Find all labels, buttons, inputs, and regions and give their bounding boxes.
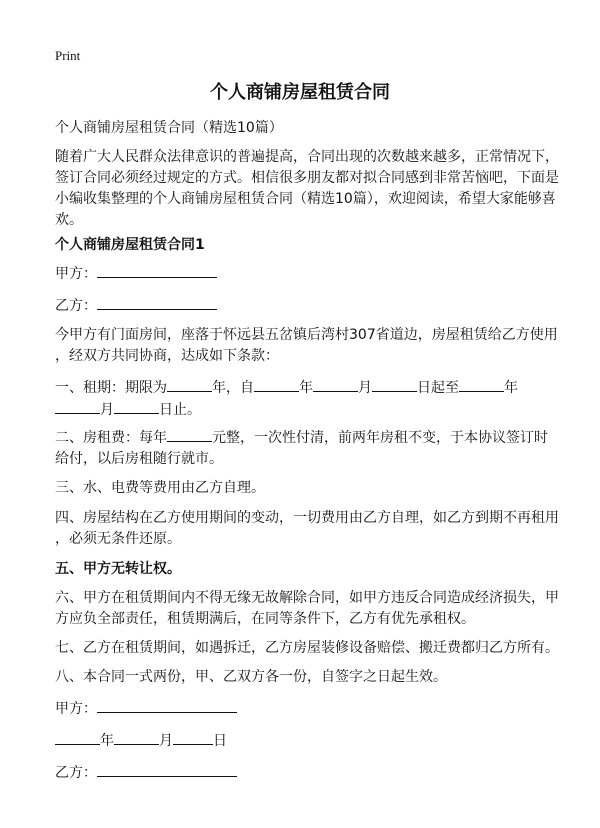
text: 二、房租费：每年 [55,430,167,446]
blank [55,730,100,745]
line: 今甲方有门面房间，座落于怀远县五岔镇后湾村307省道边，房屋租赁给乙方使用 [55,327,558,343]
line: 六、甲方在租赁期间内不得无缘无故解除合同，如甲方违反合同造成经济损失，甲 [55,590,559,606]
blank [313,377,358,392]
blank [114,399,159,414]
blank [372,377,417,392]
sign-date [55,730,227,752]
sign-party-a [55,698,237,720]
page-title: 个人商铺房屋租赁合同 [210,82,390,103]
text: 年 [100,733,114,749]
line: 给付，以后房租随行就市。 [55,451,223,467]
clause-6 [55,588,559,630]
clause-2 [55,427,548,470]
text: 日止。 [159,402,201,418]
line: 四、房屋结构在乙方使用期间的变动，一切费用由乙方自理，如乙方到期不再租用 [55,510,559,526]
line: 签订合同必须经过规定的方式。相信很多朋友都对拟合同感到非常苦恼吧，下面是 [55,170,559,186]
party-a-line [55,263,217,285]
sign-party-b [55,762,237,784]
text: 年，自 [212,380,254,396]
clause-5: 五、甲方无转让权。 [55,561,181,577]
text: 日起至 [417,380,459,396]
line: ，必须无条件还原。 [55,531,181,547]
blank [97,295,217,310]
line: 随着广大人民群众法律意识的普遍提高，合同出现的次数越来越多，正常情况下， [55,149,559,165]
line: 小编收集整理的个人商铺房屋租赁合同（精选10篇），欢迎阅读，希望大家能够喜 [55,191,556,207]
intro-paragraph [55,147,559,231]
blank [167,427,212,442]
label: 甲方： [55,701,97,717]
paragraph [55,325,558,367]
text: 日 [213,733,227,749]
clause-3: 三、水、电费等费用由乙方自理。 [55,480,265,496]
clause-7: 七、乙方在租赁期间，如遇拆迁，乙方房屋装修设备赔偿、搬迁费都归乙方所有。 [55,640,559,656]
print-link[interactable]: Print [55,48,81,63]
label: 甲方： [55,266,97,282]
party-b-line [55,295,217,317]
blank [97,698,237,713]
text: 月 [159,733,173,749]
blank [173,730,213,745]
label: 乙方： [55,298,97,314]
blank [459,377,504,392]
line: 欢。 [55,212,83,228]
blank [254,377,299,392]
text: 月 [100,402,114,418]
text: 年 [504,380,518,396]
line: 方应负全部责任，租赁期满后，在同等条件下，乙方有优先承租权。 [55,611,475,627]
text: 月 [358,380,372,396]
blank [114,730,159,745]
section-heading: 个人商铺房屋租赁合同1 [55,237,205,253]
blank [97,762,237,777]
blank [167,377,212,392]
clause-8: 八、本合同一式两份，甲、乙双方各一份，自签字之日起生效。 [55,669,447,685]
clause-1 [55,377,518,421]
label: 乙方： [55,765,97,781]
line: ，经双方共同协商，达成如下条款： [55,348,279,364]
text: 年 [299,380,313,396]
text: 元整，一次性付清，前两年房租不变，于本协议签订时 [212,430,548,446]
subtitle: 个人商铺房屋租赁合同（精选10篇） [55,120,283,136]
text: 一、租期：期限为 [55,380,167,396]
blank [55,399,100,414]
clause-4 [55,508,559,550]
blank [97,263,217,278]
